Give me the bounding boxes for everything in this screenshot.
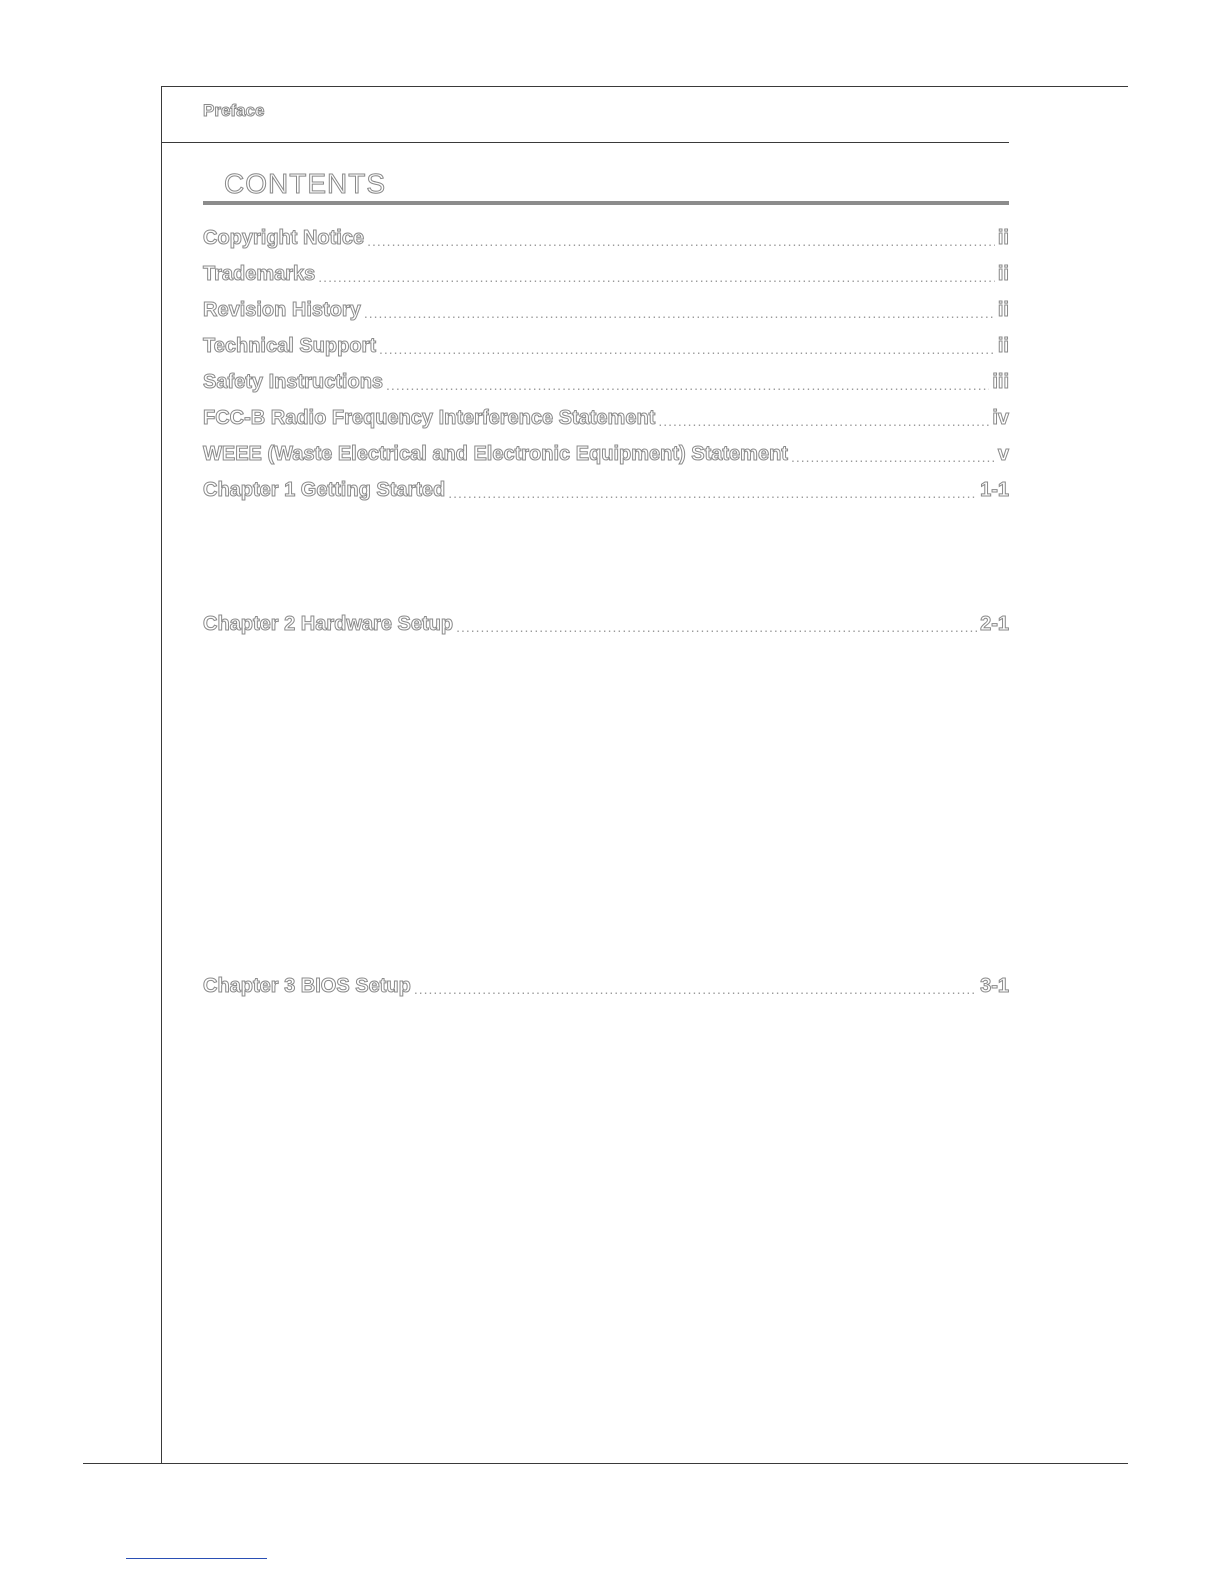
toc-entry-technical-support[interactable]	[203, 333, 1009, 359]
header-rule	[161, 142, 1009, 143]
toc-dot-leader	[367, 231, 995, 251]
toc-entry-fcc-b-statement[interactable]	[203, 405, 1009, 431]
toc-entry-title: Chapter 2 Hardware Setup	[203, 613, 454, 635]
toc-entry-title: Revision History	[203, 299, 361, 321]
contents-title: CONTENTS	[224, 168, 386, 199]
toc-entry-copyright-notice[interactable]	[203, 225, 1009, 251]
toc-entry-title: Copyright Notice	[203, 227, 365, 249]
toc-dot-leader	[364, 303, 995, 323]
toc-entry-page: 3-1	[980, 975, 1009, 997]
toc-entry-page: ii	[997, 227, 1009, 249]
toc-entry-page: iv	[992, 407, 1009, 429]
toc-entry-page: ii	[997, 299, 1009, 321]
toc-entry-page: v	[997, 443, 1009, 465]
toc-entry-page: ii	[997, 263, 1009, 285]
toc-entry-chapter-1[interactable]	[203, 477, 1009, 503]
toc-dot-leader	[414, 979, 977, 999]
toc-dot-leader	[791, 447, 995, 467]
section-label: Preface	[203, 101, 265, 120]
toc-entry-page: 2-1	[980, 613, 1009, 635]
toc-entry-title: Technical Support	[203, 335, 376, 357]
toc-entry-weee-statement[interactable]	[203, 441, 1009, 467]
page-frame-top-rule	[161, 86, 1128, 87]
toc-entry-page: 1-1	[980, 479, 1009, 501]
toc-entry-chapter-2[interactable]	[203, 611, 1009, 637]
toc-entry-title: Safety Instructions	[203, 371, 384, 393]
toc-dot-leader	[448, 483, 977, 503]
toc-entry-safety-instructions[interactable]	[203, 369, 1009, 395]
contents-title-rule	[203, 201, 1009, 205]
toc-dot-leader	[658, 411, 989, 431]
footer-link-underline	[126, 1558, 267, 1559]
toc-entry-page: ii	[997, 335, 1009, 357]
toc-dot-leader	[386, 375, 989, 395]
toc-dot-leader	[456, 617, 977, 637]
toc-entry-chapter-3[interactable]	[203, 973, 1009, 999]
toc-entry-title: Chapter 1 Getting Started	[203, 479, 446, 501]
page-frame-bottom-rule	[83, 1463, 1128, 1464]
toc-entry-title: Chapter 3 BIOS Setup	[203, 975, 411, 997]
toc-entry-title: WEEE (Waste Electrical and Electronic Equipment) Statement	[203, 443, 788, 465]
toc-entry-trademarks[interactable]	[203, 261, 1009, 287]
toc-entry-title: Trademarks	[203, 263, 316, 285]
toc-entry-revision-history[interactable]	[203, 297, 1009, 323]
toc-dot-leader	[318, 267, 995, 287]
toc-entry-title: FCC-B Radio Frequency Interference Statement	[203, 407, 656, 429]
page-frame-left-rule	[161, 86, 162, 1464]
toc-entry-page: iii	[992, 371, 1009, 393]
toc-dot-leader	[379, 339, 995, 359]
